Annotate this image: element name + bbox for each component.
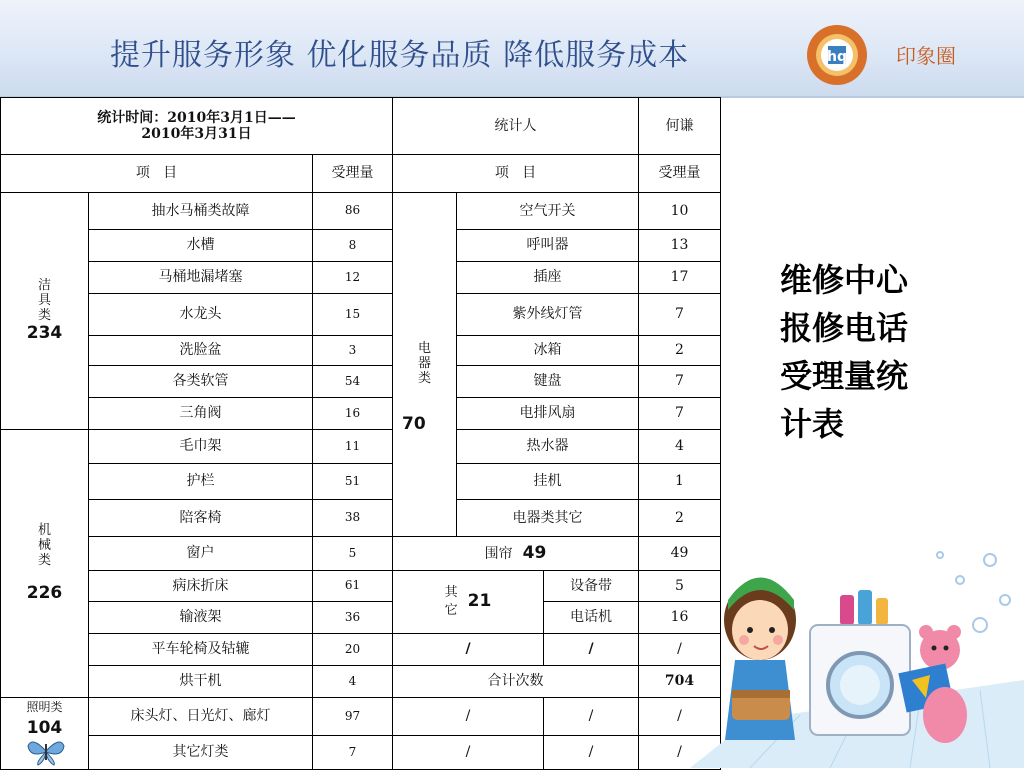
right-count: 17 xyxy=(639,262,721,294)
side-title-line: 报修电话 xyxy=(780,309,909,347)
stat-person-label: 统计人 xyxy=(393,98,639,155)
slash-cell: / xyxy=(544,736,639,770)
category-jieju xyxy=(1,193,89,430)
brand-name: 印象圈 xyxy=(896,44,956,68)
right-count: 2 xyxy=(639,336,721,366)
left-item: 护栏 xyxy=(89,464,313,500)
slash-cell: / xyxy=(639,634,721,666)
curtain-label: 围帘 xyxy=(484,545,513,562)
laundry-girl-illustration-icon xyxy=(690,540,1024,768)
right-count: 7 xyxy=(639,398,721,430)
left-item: 马桶地漏堵塞 xyxy=(89,262,313,294)
other-item: 电话机 xyxy=(544,602,639,634)
category-jieju-char: 具 xyxy=(37,292,51,308)
slash-cell: / xyxy=(639,698,721,736)
right-item: 键盘 xyxy=(457,366,639,398)
left-item: 水槽 xyxy=(89,230,313,262)
side-title xyxy=(780,256,960,448)
left-count: 16 xyxy=(313,398,393,430)
category-jixie-char: 机 xyxy=(37,522,51,538)
category-qita-char: 其 xyxy=(444,585,458,601)
slash-cell: / xyxy=(639,736,721,770)
left-count: 20 xyxy=(313,634,393,666)
slash-cell: / xyxy=(393,698,544,736)
left-count: 12 xyxy=(313,262,393,294)
left-item: 输液架 xyxy=(89,602,313,634)
category-dianqi-char: 器 xyxy=(417,356,431,372)
category-dianqi xyxy=(393,193,457,537)
category-qita-total: 21 xyxy=(467,591,492,611)
right-item: 冰箱 xyxy=(457,336,639,366)
curtain-num: 49 xyxy=(522,542,547,563)
category-jixie-char: 械 xyxy=(37,537,51,553)
left-count: 97 xyxy=(313,698,393,736)
category-qita-char: 它 xyxy=(444,603,458,618)
stat-person-value: 何谦 xyxy=(639,98,721,155)
side-title-line: 维修中心 xyxy=(780,261,909,299)
left-count: 86 xyxy=(313,193,393,230)
left-item: 各类软管 xyxy=(89,366,313,398)
right-item: 空气开关 xyxy=(457,193,639,230)
left-item: 床头灯、日光灯、廊灯 xyxy=(89,698,313,736)
right-item: 挂机 xyxy=(457,464,639,500)
right-item: 电器类其它 xyxy=(457,500,639,537)
right-item: 热水器 xyxy=(457,430,639,464)
left-item: 三角阀 xyxy=(89,398,313,430)
left-count: 54 xyxy=(313,366,393,398)
stat-period-label: 统计时间：2010年3月1日—— xyxy=(97,109,296,126)
category-jixie xyxy=(1,430,89,698)
category-dianqi-total: 70 xyxy=(402,414,426,434)
col-header-item-right: 项 目 xyxy=(393,155,639,193)
slash-cell: / xyxy=(393,634,544,666)
slash-cell: / xyxy=(544,698,639,736)
left-count: 11 xyxy=(313,430,393,464)
repair-stats-table xyxy=(0,97,721,770)
left-count: 15 xyxy=(313,294,393,336)
curtain-count: 49 xyxy=(639,537,721,571)
left-count: 5 xyxy=(313,537,393,571)
category-dianqi-char: 类 xyxy=(417,370,431,386)
butterfly-icon xyxy=(26,736,66,766)
stat-period-end: 2010年3月31日 xyxy=(141,126,252,142)
other-count: 5 xyxy=(639,571,721,602)
category-qita xyxy=(393,571,544,634)
category-jixie-char: 类 xyxy=(37,552,51,568)
curtain-cell xyxy=(393,537,639,571)
left-item: 陪客椅 xyxy=(89,500,313,537)
left-count: 61 xyxy=(313,571,393,602)
slash-cell: / xyxy=(393,736,544,770)
side-title-line: 计表 xyxy=(780,405,845,443)
slide-header xyxy=(0,0,1024,98)
total-label: 合计次数 xyxy=(393,666,639,698)
right-count: 7 xyxy=(639,294,721,336)
category-jieju-char: 类 xyxy=(37,307,51,323)
right-count: 10 xyxy=(639,193,721,230)
right-count: 7 xyxy=(639,366,721,398)
left-item: 抽水马桶类故障 xyxy=(89,193,313,230)
col-header-item-left: 项 目 xyxy=(1,155,313,193)
left-item: 平车轮椅及轱辘 xyxy=(89,634,313,666)
total-value: 704 xyxy=(639,666,721,698)
stat-period-cell xyxy=(1,98,393,155)
right-count: 13 xyxy=(639,230,721,262)
left-item: 水龙头 xyxy=(89,294,313,336)
other-count: 16 xyxy=(639,602,721,634)
left-count: 4 xyxy=(313,666,393,698)
col-header-count-left: 受理量 xyxy=(313,155,393,193)
right-item: 紫外线灯管 xyxy=(457,294,639,336)
left-item: 洗脸盆 xyxy=(89,336,313,366)
category-jieju-total: 234 xyxy=(26,322,63,343)
svg-text:hq: hq xyxy=(827,49,847,65)
right-item: 呼叫器 xyxy=(457,230,639,262)
category-jieju-char: 洁 xyxy=(37,277,51,293)
left-item: 病床折床 xyxy=(89,571,313,602)
logo-emblem-icon xyxy=(806,24,868,86)
slide-title: 提升服务形象 优化服务品质 降低服务成本 xyxy=(110,38,690,73)
right-count: 1 xyxy=(639,464,721,500)
col-header-count-right: 受理量 xyxy=(639,155,721,193)
category-zhaoming-label: 照明类 xyxy=(26,700,63,714)
side-title-line: 受理量统 xyxy=(780,357,909,395)
right-count: 2 xyxy=(639,500,721,537)
right-item: 插座 xyxy=(457,262,639,294)
right-count: 4 xyxy=(639,430,721,464)
left-count: 36 xyxy=(313,602,393,634)
left-count: 38 xyxy=(313,500,393,537)
left-count: 8 xyxy=(313,230,393,262)
left-item: 其它灯类 xyxy=(89,736,313,770)
left-item: 烘干机 xyxy=(89,666,313,698)
category-zhaoming-total: 104 xyxy=(26,717,63,738)
left-count: 51 xyxy=(313,464,393,500)
left-count: 7 xyxy=(313,736,393,770)
left-item: 窗户 xyxy=(89,537,313,571)
left-item: 毛巾架 xyxy=(89,430,313,464)
category-dianqi-char: 电 xyxy=(417,341,431,357)
category-jixie-total: 226 xyxy=(26,582,63,603)
left-count: 3 xyxy=(313,336,393,366)
other-item: 设备带 xyxy=(544,571,639,602)
right-item: 电排风扇 xyxy=(457,398,639,430)
slash-cell: / xyxy=(544,634,639,666)
